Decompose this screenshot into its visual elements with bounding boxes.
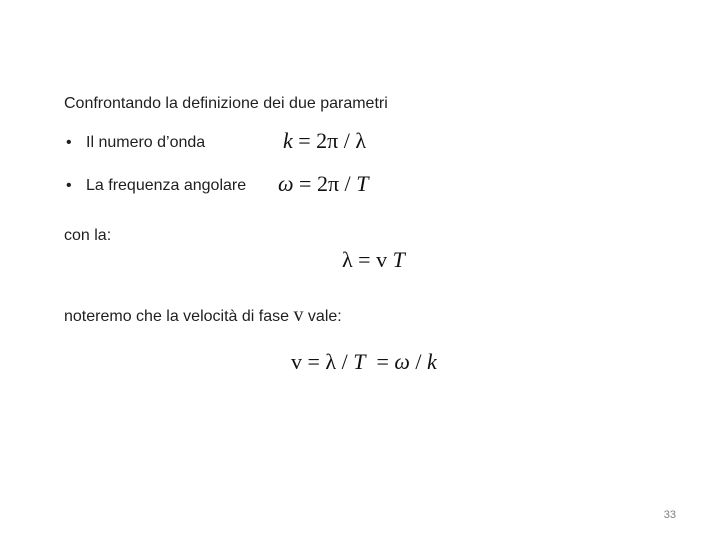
formula-wavenumber [283,130,366,152]
formula-phase-velocity [291,351,437,373]
bullet-label-angular-frequency: La frequenza angolare [86,177,247,194]
formula-k-symbol: k [283,128,293,153]
bullet-label-wavenumber: Il numero d’onda [86,134,206,151]
formula-v-lhs: v = [291,349,326,374]
formula-wavelength-relation [342,249,405,271]
con-la-text: con la: [64,227,112,244]
bullet-marker: • [66,177,72,194]
formula-omega-mid: = 2π / [299,171,357,196]
formula-omega-symbol: ω [394,349,410,374]
formula-v-symbol: v [376,247,388,272]
formula-lambda-over: λ / [325,349,354,374]
formula-T-symbol: T [353,349,366,374]
formula-omega-symbol: ω [278,171,294,196]
formula-k-rhs: = 2π / λ [298,128,367,153]
formula-equals: = [365,349,395,374]
formula-lambda-lhs: λ = [342,247,377,272]
formula-T-symbol: T [392,247,405,272]
formula-angular-frequency [278,173,368,195]
phase-velocity-symbol: v [293,304,304,326]
phase-velocity-text-after: vale: [303,308,342,325]
bullet-marker: • [66,134,72,151]
heading-text: Confrontando la definizione dei due parametri [64,95,388,112]
phase-velocity-text-before: noteremo che la velocità di fase [64,308,290,325]
phase-velocity-sentence [64,305,342,325]
formula-k-symbol: k [427,349,437,374]
page-number: 33 [663,509,676,521]
formula-T-symbol: T [356,171,369,196]
formula-divide: / [409,349,428,374]
